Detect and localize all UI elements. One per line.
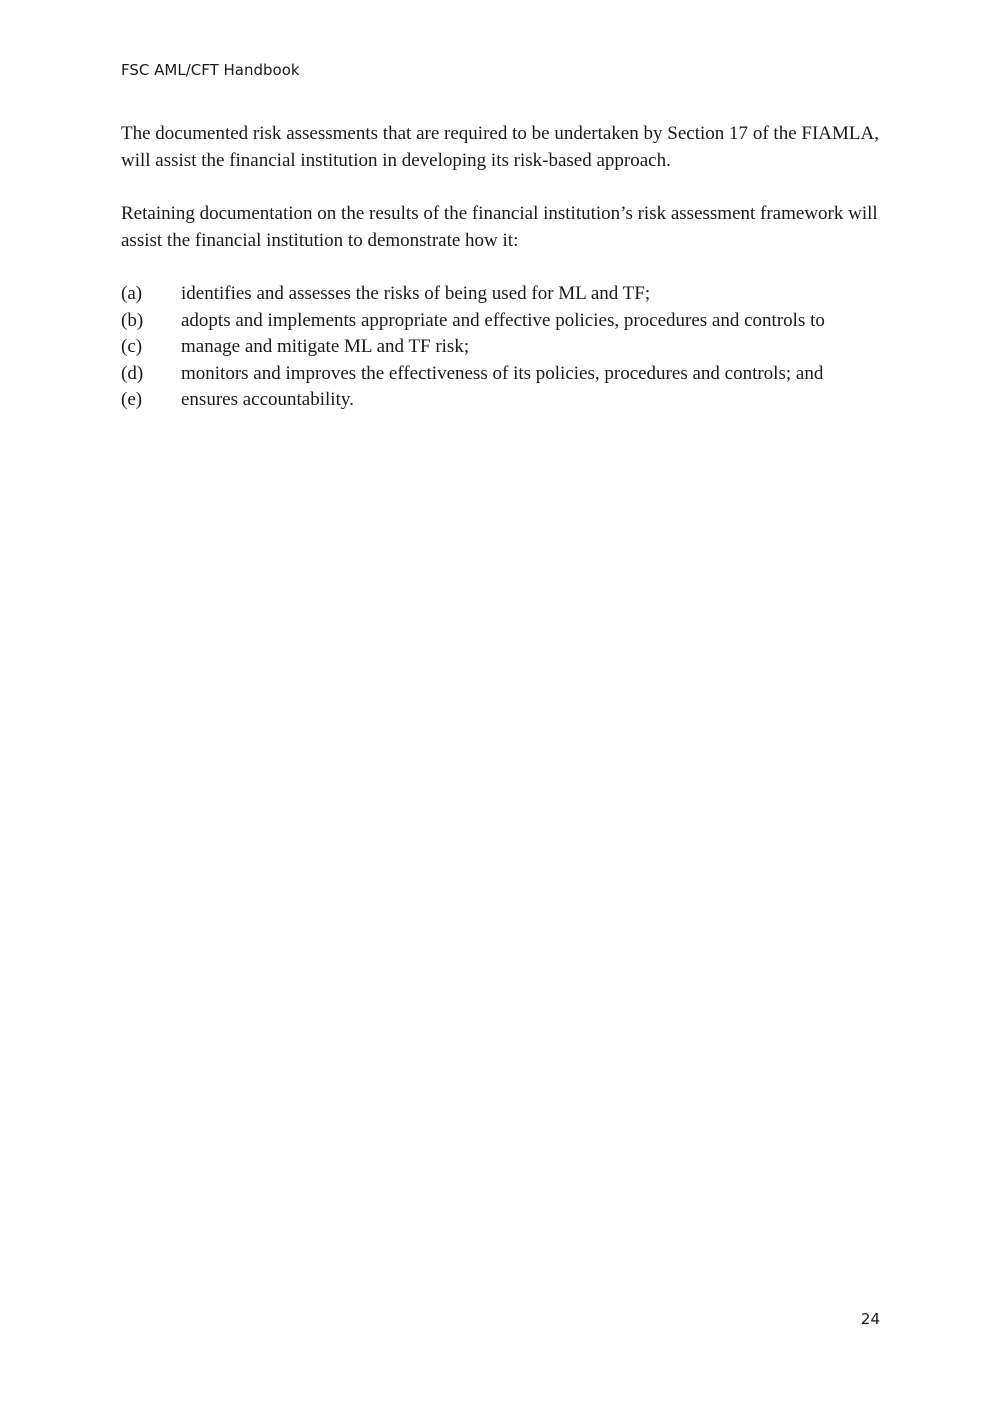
list-item — [121, 281, 881, 308]
body-paragraph-1: The documented risk assessments that are required to be undertaken by Section 17 of the FIAMLA, will assist the financial institution in developing its risk-based approach. — [121, 123, 879, 171]
list-marker: (d) — [121, 362, 144, 384]
list-item-text: manage and mitigate ML and TF risk; — [181, 336, 470, 357]
list-item — [121, 308, 881, 335]
list-item-text: adopts and implements appropriate and effective policies, procedures and controls to — [181, 309, 825, 331]
list-item-text: identifies and assesses the risks of being used for ML and TF; — [181, 283, 651, 304]
list-item — [121, 334, 881, 361]
list-marker: (c) — [121, 336, 143, 357]
list-item-text: monitors and improves the effectiveness of its policies, procedures and controls; and — [181, 362, 824, 384]
running-header: FSC AML/CFT Handbook — [121, 61, 300, 79]
list-marker: (b) — [121, 309, 144, 331]
body-paragraph-2: Retaining documentation on the results of the financial institution’s risk assessment framework will assist the financial institution to demonstrate how it: — [121, 203, 878, 251]
list-item — [121, 361, 881, 388]
list-item — [121, 387, 881, 414]
list-item-text: ensures accountability. — [181, 389, 354, 410]
page-number: 24 — [860, 1310, 880, 1328]
list-marker: (e) — [121, 389, 143, 410]
enumerated-list — [121, 281, 881, 414]
list-marker: (a) — [121, 283, 143, 304]
